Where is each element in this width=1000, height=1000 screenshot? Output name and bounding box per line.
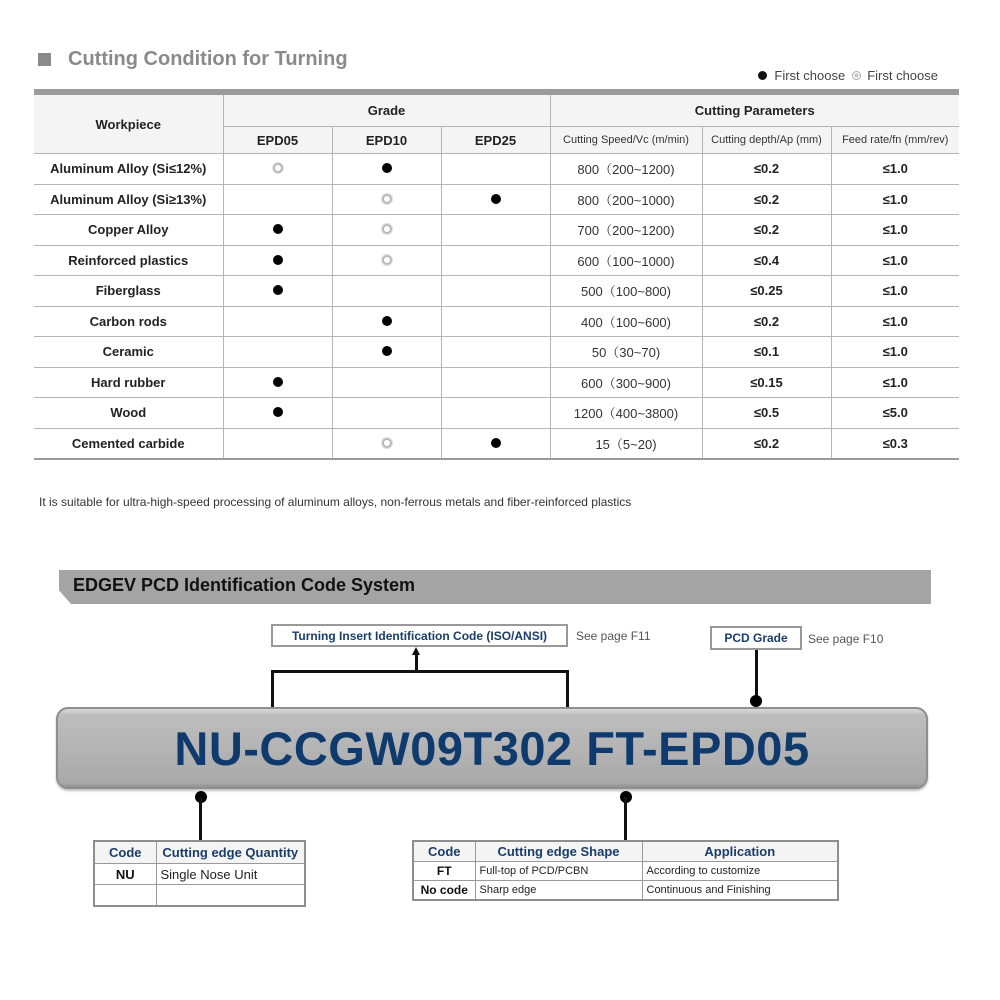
depth-cell: ≤0.2 [702,184,831,215]
iso-bracket-right [566,671,569,708]
feed-cell: ≤1.0 [831,337,959,368]
speed-cell: 600（300~900) [550,367,702,398]
legend-filled-label: First choose [774,68,846,83]
shape-desc: Sharp edge [475,881,642,901]
shape-app: Continuous and Finishing [642,881,838,901]
table-row [413,881,838,901]
speed-cell: 50（30~70) [550,337,702,368]
qty-code-header: Code [94,841,156,864]
speed-cell: 800（200~1200) [550,154,702,185]
legend [758,68,938,83]
depth-cell: ≤0.5 [702,398,831,429]
depth-cell: ≤0.2 [702,215,831,246]
feed-cell: ≤1.0 [831,154,959,185]
identification-code-bar [56,707,928,789]
table-row [34,398,959,429]
grade-mark-cell-epd10 [332,398,441,429]
param-col-speed: Cutting Speed/Vc (m/min) [550,127,702,154]
filled-dot-icon [491,194,501,204]
shape-app-header: Application [642,841,838,862]
iso-bracket-left [271,671,274,708]
iso-code-label: Turning Insert Identification Code (ISO/ANSI) [291,628,548,643]
ring-icon [852,71,861,80]
grade-mark-cell-epd25 [441,367,550,398]
grade-mark-cell-epd25 [441,245,550,276]
grade-mark-cell-epd05 [223,428,332,459]
filled-dot-icon [273,224,283,234]
grade-mark-cell-epd10 [332,215,441,246]
workpiece-cell: Cemented carbide [34,428,223,459]
qty-connector [199,797,202,841]
square-bullet-icon [38,53,51,66]
grade-mark-cell-epd25 [441,337,550,368]
grade-mark-cell-epd10 [332,367,441,398]
pcd-grade-label-box [710,626,802,650]
speed-cell: 600（100~1000) [550,245,702,276]
filled-dot-icon [491,438,501,448]
qty-code [94,885,156,907]
feed-cell: ≤1.0 [831,184,959,215]
workpiece-cell: Hard rubber [34,367,223,398]
table-row [34,367,959,398]
grade-mark-cell-epd25 [441,398,550,429]
grade-mark-cell-epd10 [332,245,441,276]
speed-cell: 500（100~800) [550,276,702,307]
feed-cell: ≤1.0 [831,215,959,246]
table-row [94,885,305,907]
grade-mark-cell-epd05 [223,215,332,246]
filled-dot-icon [273,407,283,417]
grade-mark-cell-epd05 [223,306,332,337]
grade-mark-cell-epd05 [223,154,332,185]
grade-col-epd10: EPD10 [332,127,441,154]
grade-mark-cell-epd05 [223,367,332,398]
filled-dot-icon [273,377,283,387]
speed-cell: 800（200~1000) [550,184,702,215]
grade-mark-cell-epd25 [441,215,550,246]
workpiece-cell: Fiberglass [34,276,223,307]
param-col-feed: Feed rate/fn (mm/rev) [831,127,959,154]
shape-connector [624,797,627,841]
table-row [34,245,959,276]
id-system-banner-title: EDGEV PCD Identification Code System [73,575,416,595]
grade-mark-cell-epd25 [441,154,550,185]
grade-mark-cell-epd25 [441,276,550,307]
workpiece-cell: Aluminum Alloy (Si≤12%) [34,154,223,185]
shape-desc-header: Cutting edge Shape [475,841,642,862]
depth-cell: ≤0.25 [702,276,831,307]
iso-arrow-stem [415,654,418,671]
filled-dot-icon [382,346,392,356]
section-title [38,48,348,71]
workpiece-cell: Wood [34,398,223,429]
grade-pin-icon [750,695,762,707]
speed-cell: 15（5~20) [550,428,702,459]
cutting-edge-quantity-table [93,840,306,907]
cutting-condition-table [34,89,959,460]
table-row [34,337,959,368]
iso-bracket-top [271,670,569,673]
pcd-grade-label: PCD Grade [724,631,788,645]
ring-icon [382,194,392,204]
grade-mark-cell-epd10 [332,306,441,337]
shape-code-header: Code [413,841,475,862]
cutting-edge-shape-table [412,840,839,901]
filled-dot-icon [273,255,283,265]
grade-mark-cell-epd10 [332,154,441,185]
workpiece-header: Workpiece [34,92,223,154]
feed-cell: ≤1.0 [831,367,959,398]
workpiece-cell: Reinforced plastics [34,245,223,276]
suitability-note: It is suitable for ultra-high-speed processing of aluminum alloys, non-ferrous metals and fiber-reinforced plastics [39,495,632,509]
depth-cell: ≤0.2 [702,428,831,459]
speed-cell: 700（200~1200) [550,215,702,246]
filled-dot-icon [382,163,392,173]
workpiece-cell: Ceramic [34,337,223,368]
qty-desc [156,885,305,907]
grade-mark-cell-epd10 [332,184,441,215]
iso-code-label-box [271,624,568,647]
grade-mark-cell-epd05 [223,276,332,307]
table-row [34,184,959,215]
table-row [34,154,959,185]
ring-icon [382,438,392,448]
qty-desc-header: Cutting edge Quantity [156,841,305,864]
qty-code: NU [94,864,156,885]
feed-cell: ≤1.0 [831,245,959,276]
grade-connector [755,650,758,700]
feed-cell: ≤0.3 [831,428,959,459]
depth-cell: ≤0.2 [702,306,831,337]
qty-desc: Single Nose Unit [156,864,305,885]
grade-mark-cell-epd25 [441,306,550,337]
grade-col-epd05: EPD05 [223,127,332,154]
see-page-f11: See page F11 [576,629,651,643]
table-row [34,428,959,459]
grade-col-epd25: EPD25 [441,127,550,154]
depth-cell: ≤0.2 [702,154,831,185]
grade-mark-cell-epd05 [223,398,332,429]
ring-icon [273,163,283,173]
workpiece-cell: Carbon rods [34,306,223,337]
grade-mark-cell-epd25 [441,184,550,215]
feed-cell: ≤1.0 [831,276,959,307]
grade-mark-cell-epd10 [332,337,441,368]
filled-dot-icon [273,285,283,295]
identification-code: NU-CCGW09T302 FT-EPD05 [174,721,810,775]
grade-header: Grade [223,92,550,127]
ring-icon [382,224,392,234]
params-header: Cutting Parameters [550,92,959,127]
param-col-depth: Cutting depth/Ap (mm) [702,127,831,154]
see-page-f10: See page F10 [808,632,884,646]
workpiece-cell: Copper Alloy [34,215,223,246]
shape-app: According to customize [642,862,838,881]
filled-dot-icon [382,316,392,326]
shape-code: FT [413,862,475,881]
filled-dot-icon [758,71,767,80]
grade-mark-cell-epd10 [332,276,441,307]
speed-cell: 1200（400~3800) [550,398,702,429]
depth-cell: ≤0.1 [702,337,831,368]
shape-desc: Full-top of PCD/PCBN [475,862,642,881]
table-row [34,306,959,337]
workpiece-cell: Aluminum Alloy (Si≥13%) [34,184,223,215]
grade-mark-cell-epd25 [441,428,550,459]
depth-cell: ≤0.15 [702,367,831,398]
grade-mark-cell-epd05 [223,245,332,276]
arrow-up-icon [412,647,420,655]
table-row [34,276,959,307]
speed-cell: 400（100~600) [550,306,702,337]
grade-mark-cell-epd10 [332,428,441,459]
feed-cell: ≤1.0 [831,306,959,337]
table-row [34,215,959,246]
feed-cell: ≤5.0 [831,398,959,429]
legend-ring-label: First choose [867,68,938,83]
table-row [413,862,838,881]
shape-code: No code [413,881,475,901]
table-row [94,864,305,885]
depth-cell: ≤0.4 [702,245,831,276]
ring-icon [382,255,392,265]
grade-mark-cell-epd05 [223,337,332,368]
grade-mark-cell-epd05 [223,184,332,215]
section-title-text: Cutting Condition for Turning [68,48,348,70]
